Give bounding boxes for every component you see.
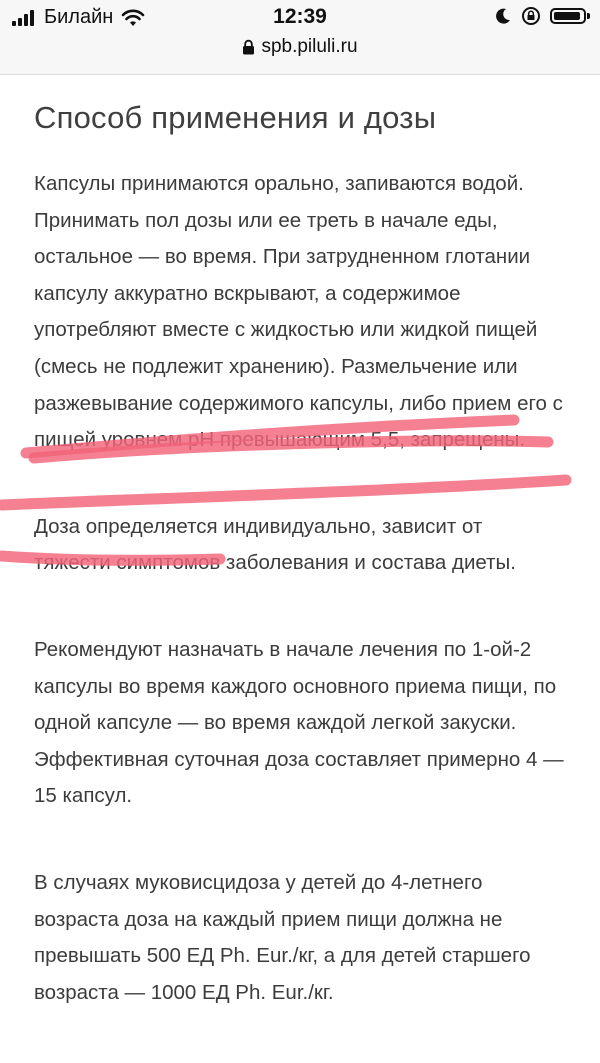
moon-icon — [494, 7, 512, 25]
address-bar[interactable] — [0, 36, 600, 75]
article — [34, 78, 564, 1011]
paragraph-usage: Капсулы принимаются орально, запиваются водой. Принимать пол дозы или ее треть в начале еды, остальное — во время. При затрудненном глотании капсулу аккуратно вскрывают, а содержимое употребляют вместе с жидкостью или жидкой пищей (смесь не подлежит хранению). Размельчение или разжевывание содержимого капсулы, либо прием его с пищей уровнем pH превышающим 5,5, запрещены. — [34, 172, 563, 452]
section-heading: Способ применения и дозы — [34, 100, 437, 135]
clock: 12:39 — [273, 5, 327, 28]
battery-icon — [550, 8, 586, 24]
url-text[interactable]: spb.piluli.ru — [261, 36, 358, 57]
paragraph-recommendation: Рекомендуют назначать в начале лечения по 1-ой-2 капсулы во время каждого основного приема пищи, по одной капсуле — во время каждой легкой закуски. Эффективная суточная доза составляет примерно 4 — 15 капсул. — [34, 637, 564, 808]
lock-icon — [242, 39, 255, 55]
status-right — [494, 6, 586, 26]
carrier-name: Билайн — [44, 6, 114, 28]
status-bar — [0, 0, 600, 36]
rotation-lock-icon — [520, 6, 542, 26]
paragraph-dose: Доза определяется индивидуально, зависит от тяжести симптомов заболевания и состава диеты. — [34, 514, 516, 575]
paragraph-cystic-fibrosis: В случаях муковисцидоза у детей до 4-летнего возраста доза на каждый прием пищи должна не превышать 500 ЕД Ph. Eur./кг, а для детей старшего возраста — 1000 ЕД Ph. Eur./кг. — [34, 870, 531, 1004]
